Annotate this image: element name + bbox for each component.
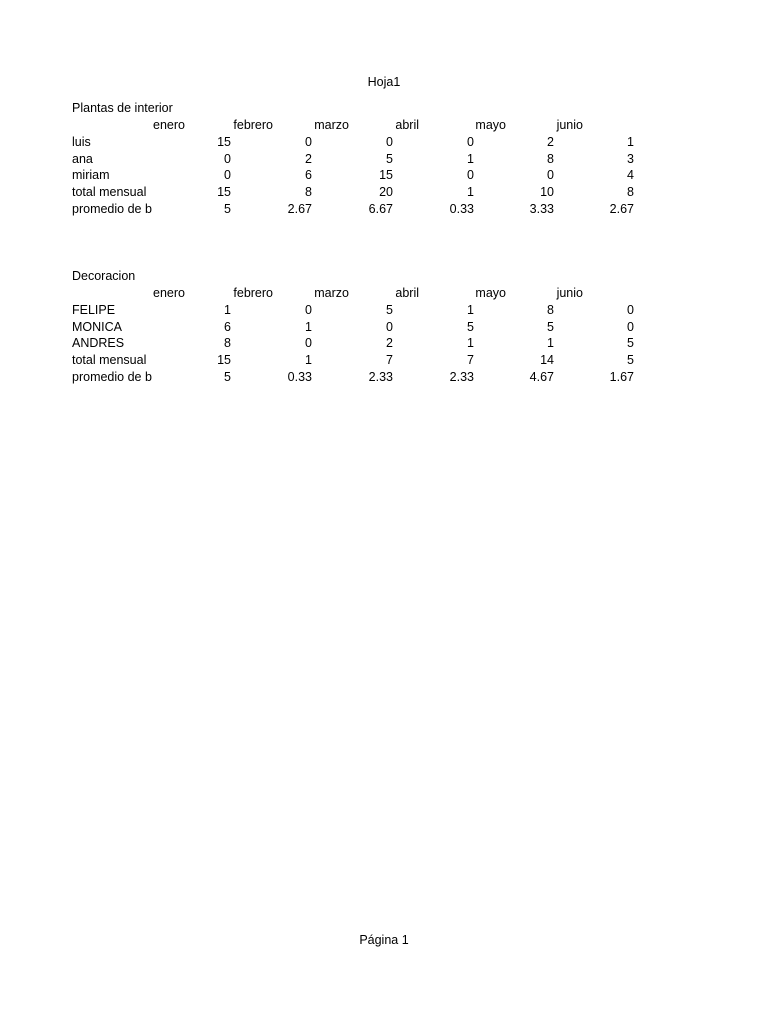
cell-value: 4 xyxy=(627,168,634,183)
cell-value: 0 xyxy=(547,168,554,183)
month-header: febrero xyxy=(233,118,273,132)
row-label: ANDRES xyxy=(72,336,125,351)
cell-value: 15 xyxy=(217,134,231,149)
month-header: abril xyxy=(395,118,419,132)
row-label: total mensual xyxy=(72,353,147,368)
page-title: Hoja1 xyxy=(367,75,401,89)
cell-value: 2.67 xyxy=(609,201,634,216)
table-row xyxy=(72,302,634,319)
cell-value: 15 xyxy=(217,185,231,200)
cell-value: 7 xyxy=(467,353,474,368)
section-title: Decoracion xyxy=(72,269,136,283)
cell-value: 0 xyxy=(386,134,393,149)
cell-value: 1 xyxy=(467,185,474,200)
month-header: mayo xyxy=(475,286,506,300)
month-header: junio xyxy=(556,118,583,132)
cell-value: 1 xyxy=(547,336,554,351)
cell-value: 2.33 xyxy=(368,369,393,384)
page-number: Página 1 xyxy=(359,933,409,947)
cell-value: 0 xyxy=(627,302,634,317)
cell-value: 0 xyxy=(224,168,231,183)
cell-value: 3 xyxy=(627,151,634,166)
table-row-average xyxy=(72,369,634,386)
month-header-row xyxy=(72,285,583,302)
cell-value: 20 xyxy=(379,185,393,200)
cell-value: 5 xyxy=(627,353,634,368)
cell-value: 15 xyxy=(379,168,393,183)
cell-value: 5 xyxy=(547,319,554,334)
cell-value: 8 xyxy=(547,151,554,166)
cell-value: 5 xyxy=(467,319,474,334)
cell-value: 2 xyxy=(305,151,312,166)
table-row-total xyxy=(72,184,634,201)
cell-value: 8 xyxy=(547,302,554,317)
cell-value: 0.33 xyxy=(287,369,312,384)
row-label: promedio de b xyxy=(72,369,152,384)
cell-value: 0 xyxy=(627,319,634,334)
row-label: FELIPE xyxy=(72,302,116,317)
table-row-total xyxy=(72,352,634,369)
cell-value: 5 xyxy=(627,336,634,351)
table-decoracion xyxy=(72,268,634,386)
table-row xyxy=(72,134,634,151)
month-header-row xyxy=(72,117,583,134)
cell-value: 0 xyxy=(224,151,231,166)
row-label: promedio de b xyxy=(72,201,152,216)
cell-value: 0 xyxy=(467,134,474,149)
cell-value: 0 xyxy=(467,168,474,183)
cell-value: 5 xyxy=(386,302,393,317)
cell-value: 10 xyxy=(540,185,554,200)
cell-value: 2 xyxy=(547,134,554,149)
table-row xyxy=(72,335,634,352)
cell-value: 0 xyxy=(386,319,393,334)
month-header: marzo xyxy=(314,286,349,300)
table-row-average xyxy=(72,201,634,218)
cell-value: 2 xyxy=(386,336,393,351)
cell-value: 4.67 xyxy=(529,369,554,384)
row-label: ana xyxy=(72,151,93,166)
table-row xyxy=(72,151,634,168)
cell-value: 6 xyxy=(224,319,231,334)
table-row xyxy=(72,167,634,184)
cell-value: 5 xyxy=(224,201,231,216)
cell-value: 15 xyxy=(217,353,231,368)
cell-value: 1 xyxy=(305,353,312,368)
cell-value: 6.67 xyxy=(368,201,393,216)
cell-value: 0 xyxy=(305,134,312,149)
cell-value: 0 xyxy=(305,302,312,317)
row-label: total mensual xyxy=(72,185,147,200)
row-label: miriam xyxy=(72,168,110,183)
cell-value: 1 xyxy=(224,302,231,317)
table-plantas-de-interior xyxy=(72,100,634,218)
cell-value: 0.33 xyxy=(449,201,474,216)
cell-value: 1 xyxy=(467,302,474,317)
cell-value: 1.67 xyxy=(609,369,634,384)
section-title: Plantas de interior xyxy=(72,101,173,115)
cell-value: 1 xyxy=(305,319,312,334)
cell-value: 8 xyxy=(305,185,312,200)
month-header: enero xyxy=(153,286,185,300)
cell-value: 1 xyxy=(467,336,474,351)
cell-value: 8 xyxy=(224,336,231,351)
month-header: mayo xyxy=(475,118,506,132)
row-label: luis xyxy=(72,134,91,149)
cell-value: 14 xyxy=(540,353,554,368)
cell-value: 5 xyxy=(386,151,393,166)
cell-value: 8 xyxy=(627,185,634,200)
cell-value: 5 xyxy=(224,369,231,384)
table-row xyxy=(72,319,634,336)
month-header: enero xyxy=(153,118,185,132)
cell-value: 6 xyxy=(305,168,312,183)
cell-value: 2.33 xyxy=(449,369,474,384)
cell-value: 1 xyxy=(627,134,634,149)
cell-value: 7 xyxy=(386,353,393,368)
month-header: marzo xyxy=(314,118,349,132)
cell-value: 1 xyxy=(467,151,474,166)
cell-value: 0 xyxy=(305,336,312,351)
month-header: febrero xyxy=(233,286,273,300)
month-header: junio xyxy=(556,286,583,300)
month-header: abril xyxy=(395,286,419,300)
row-label: MONICA xyxy=(72,319,122,334)
cell-value: 3.33 xyxy=(529,201,554,216)
cell-value: 2.67 xyxy=(287,201,312,216)
